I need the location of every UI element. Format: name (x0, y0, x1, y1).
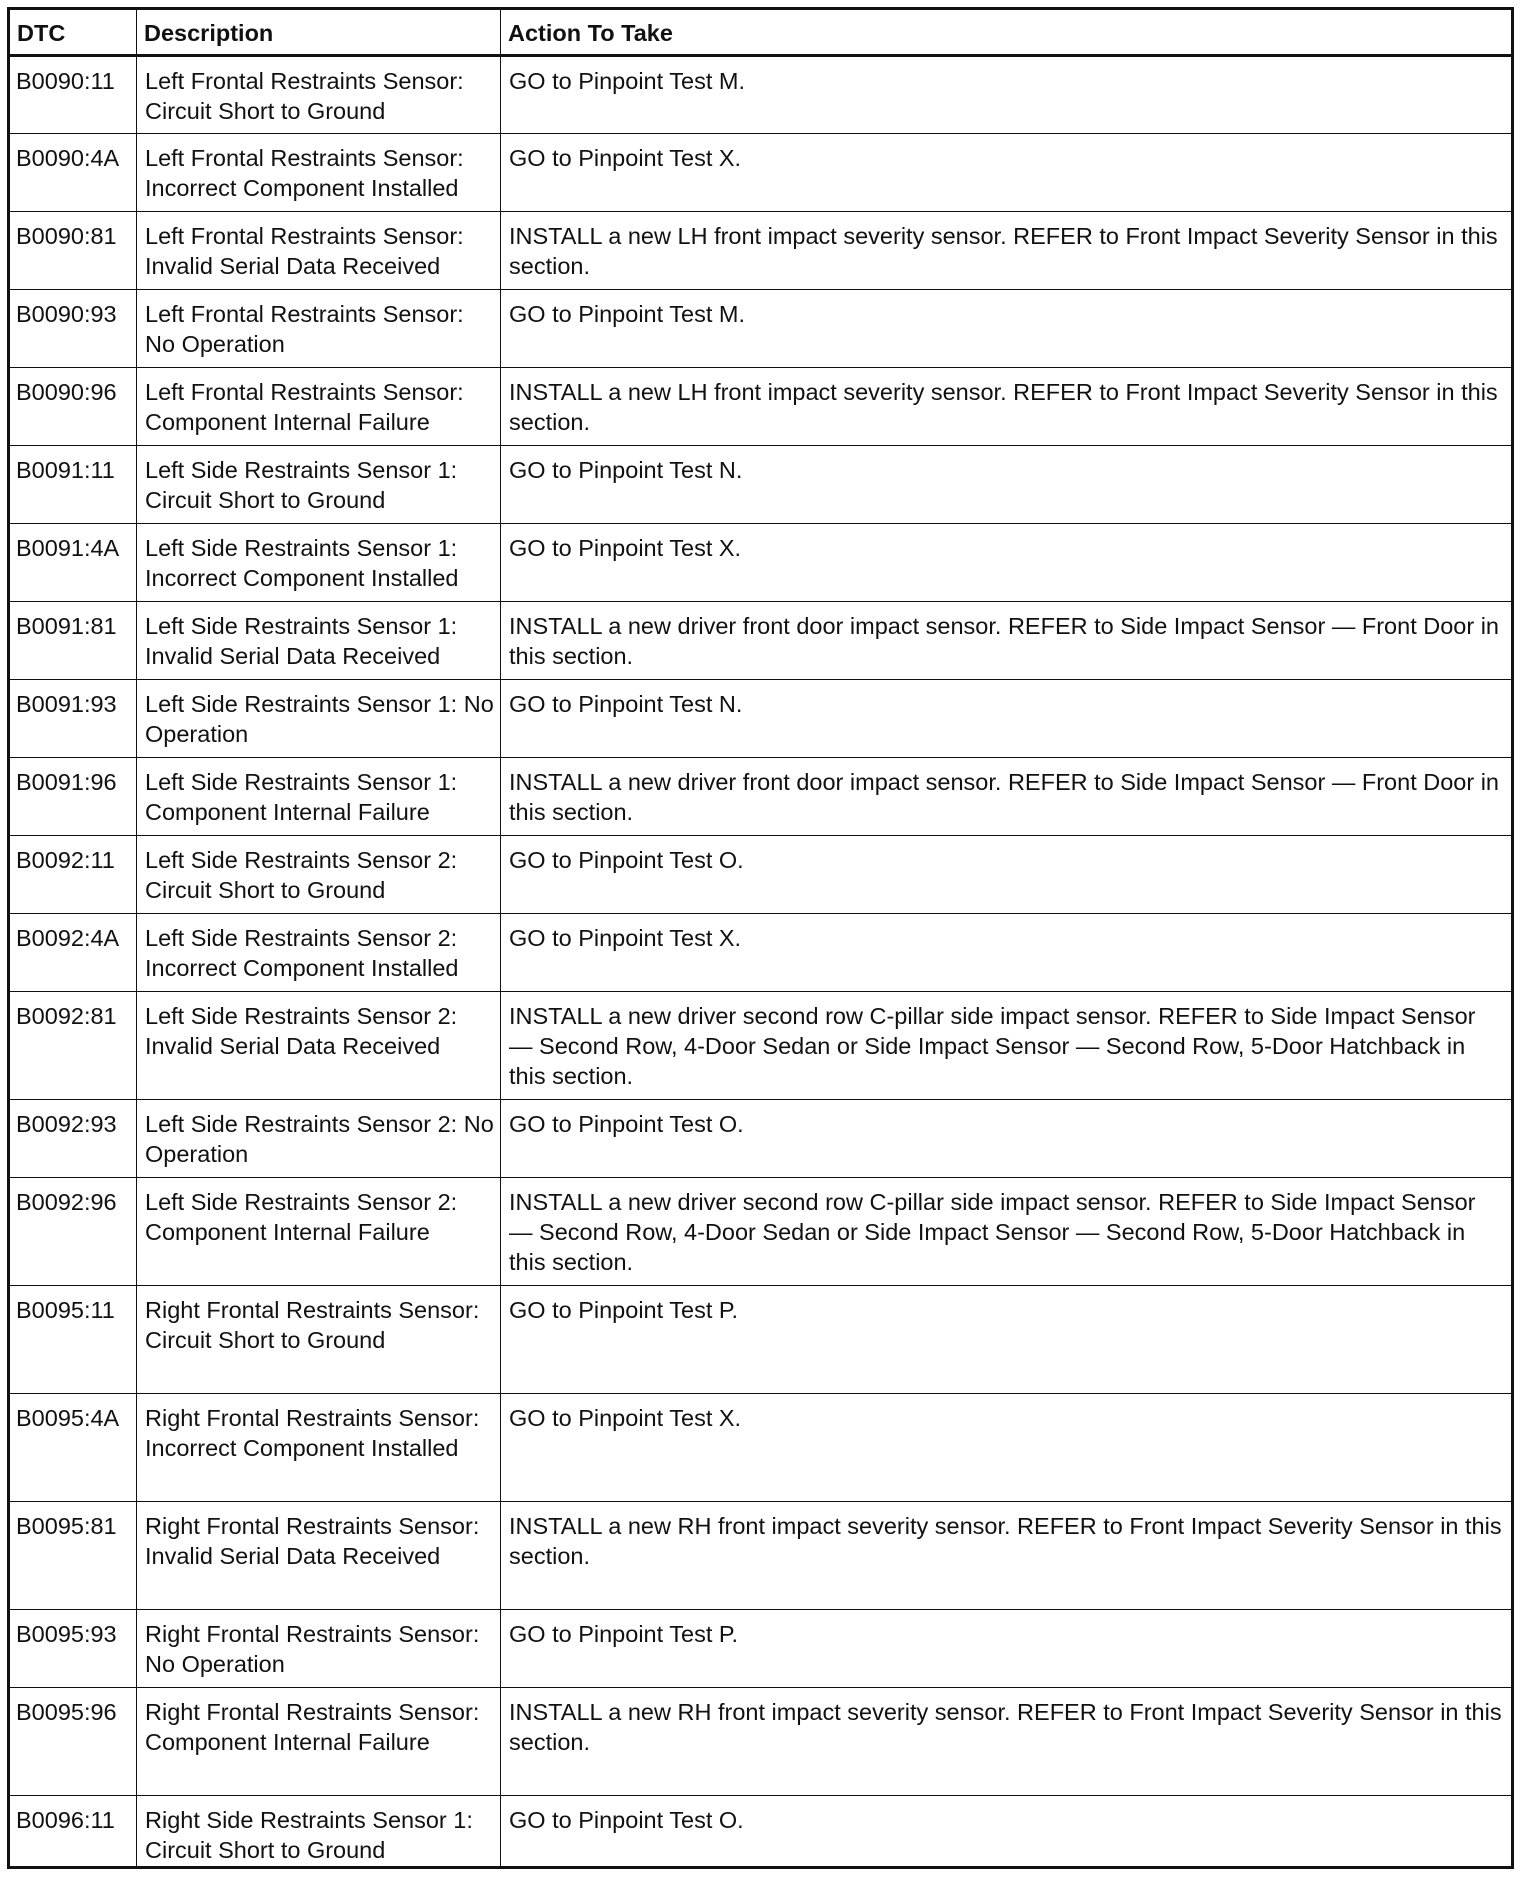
description-cell: Left Side Restraints Sensor 2: Circuit Short to Ground (137, 836, 501, 914)
action-cell: GO to Pinpoint Test P. (501, 1610, 1513, 1688)
table-row (9, 212, 1513, 290)
dtc-code-cell: B0090:93 (9, 290, 137, 368)
table-row (9, 1286, 1513, 1394)
action-cell: GO to Pinpoint Test X. (501, 524, 1513, 602)
action-cell: GO to Pinpoint Test X. (501, 1394, 1513, 1502)
action-cell: INSTALL a new RH front impact severity sensor. REFER to Front Impact Severity Sensor in this section. (501, 1688, 1513, 1796)
dtc-code-cell: B0092:93 (9, 1100, 137, 1178)
dtc-table (7, 7, 1514, 1869)
action-cell: GO to Pinpoint Test O. (501, 1796, 1513, 1868)
dtc-code-cell: B0091:93 (9, 680, 137, 758)
table-row (9, 1502, 1513, 1610)
action-cell: INSTALL a new driver second row C-pillar side impact sensor. REFER to Side Impact Sensor — Second Row, 4-Door Sedan or Side Impact Sensor — Second Row, 5-Door Hatchback in this section. (501, 992, 1513, 1100)
dtc-code-cell: B0095:93 (9, 1610, 137, 1688)
description-cell: Right Frontal Restraints Sensor: Circuit Short to Ground (137, 1286, 501, 1394)
table-row (9, 446, 1513, 524)
action-cell: INSTALL a new LH front impact severity sensor. REFER to Front Impact Severity Sensor in this section. (501, 212, 1513, 290)
description-cell: Right Frontal Restraints Sensor: Invalid Serial Data Received (137, 1502, 501, 1610)
dtc-table-container (7, 7, 1511, 1869)
dtc-code-cell: B0091:96 (9, 758, 137, 836)
table-row (9, 914, 1513, 992)
dtc-code-cell: B0090:11 (9, 56, 137, 134)
action-cell: GO to Pinpoint Test O. (501, 1100, 1513, 1178)
table-row (9, 1796, 1513, 1868)
table-row (9, 1100, 1513, 1178)
table-row (9, 368, 1513, 446)
table-row (9, 1688, 1513, 1796)
description-cell: Left Side Restraints Sensor 1: Circuit Short to Ground (137, 446, 501, 524)
description-cell: Right Side Restraints Sensor 1: Circuit Short to Ground (137, 1796, 501, 1868)
description-cell: Left Side Restraints Sensor 2: Incorrect Component Installed (137, 914, 501, 992)
header-row (9, 9, 1513, 56)
table-row (9, 680, 1513, 758)
action-cell: INSTALL a new driver front door impact sensor. REFER to Side Impact Sensor — Front Door in this section. (501, 758, 1513, 836)
action-cell: GO to Pinpoint Test P. (501, 1286, 1513, 1394)
description-cell: Left Frontal Restraints Sensor: Invalid Serial Data Received (137, 212, 501, 290)
description-cell: Right Frontal Restraints Sensor: Incorrect Component Installed (137, 1394, 501, 1502)
dtc-code-cell: B0096:11 (9, 1796, 137, 1868)
table-row (9, 56, 1513, 134)
description-cell: Left Side Restraints Sensor 2: No Operation (137, 1100, 501, 1178)
description-cell: Left Side Restraints Sensor 1: No Operation (137, 680, 501, 758)
description-cell: Left Frontal Restraints Sensor: Component Internal Failure (137, 368, 501, 446)
dtc-code-cell: B0091:81 (9, 602, 137, 680)
dtc-code-cell: B0095:4A (9, 1394, 137, 1502)
dtc-code-cell: B0091:11 (9, 446, 137, 524)
description-cell: Left Side Restraints Sensor 1: Incorrect Component Installed (137, 524, 501, 602)
action-cell: GO to Pinpoint Test M. (501, 56, 1513, 134)
dtc-code-cell: B0092:96 (9, 1178, 137, 1286)
description-cell: Left Frontal Restraints Sensor: Circuit Short to Ground (137, 56, 501, 134)
description-cell: Left Frontal Restraints Sensor: No Operation (137, 290, 501, 368)
dtc-code-cell: B0090:4A (9, 134, 137, 212)
description-cell: Left Side Restraints Sensor 2: Invalid Serial Data Received (137, 992, 501, 1100)
action-cell: GO to Pinpoint Test M. (501, 290, 1513, 368)
dtc-code-cell: B0095:81 (9, 1502, 137, 1610)
table-row (9, 602, 1513, 680)
description-cell: Right Frontal Restraints Sensor: No Operation (137, 1610, 501, 1688)
action-cell: GO to Pinpoint Test X. (501, 914, 1513, 992)
header-description: Description (137, 9, 501, 56)
description-cell: Left Side Restraints Sensor 1: Component Internal Failure (137, 758, 501, 836)
dtc-code-cell: B0095:11 (9, 1286, 137, 1394)
table-row (9, 1394, 1513, 1502)
action-cell: INSTALL a new driver second row C-pillar side impact sensor. REFER to Side Impact Sensor — Second Row, 4-Door Sedan or Side Impact Sensor — Second Row, 5-Door Hatchback in this section. (501, 1178, 1513, 1286)
table-row (9, 290, 1513, 368)
table-row (9, 758, 1513, 836)
table-row (9, 992, 1513, 1100)
table-row (9, 524, 1513, 602)
description-cell: Left Side Restraints Sensor 2: Component Internal Failure (137, 1178, 501, 1286)
table-row (9, 134, 1513, 212)
table-row (9, 1610, 1513, 1688)
dtc-code-cell: B0091:4A (9, 524, 137, 602)
dtc-code-cell: B0092:81 (9, 992, 137, 1100)
action-cell: GO to Pinpoint Test N. (501, 446, 1513, 524)
dtc-code-cell: B0095:96 (9, 1688, 137, 1796)
dtc-code-cell: B0090:96 (9, 368, 137, 446)
header-dtc: DTC (9, 9, 137, 56)
description-cell: Left Frontal Restraints Sensor: Incorrect Component Installed (137, 134, 501, 212)
action-cell: INSTALL a new driver front door impact sensor. REFER to Side Impact Sensor — Front Door in this section. (501, 602, 1513, 680)
dtc-code-cell: B0092:4A (9, 914, 137, 992)
description-cell: Right Frontal Restraints Sensor: Component Internal Failure (137, 1688, 501, 1796)
dtc-code-cell: B0092:11 (9, 836, 137, 914)
table-row (9, 836, 1513, 914)
table-row (9, 1178, 1513, 1286)
action-cell: INSTALL a new RH front impact severity sensor. REFER to Front Impact Severity Sensor in this section. (501, 1502, 1513, 1610)
dtc-code-cell: B0090:81 (9, 212, 137, 290)
description-cell: Left Side Restraints Sensor 1: Invalid Serial Data Received (137, 602, 501, 680)
action-cell: GO to Pinpoint Test N. (501, 680, 1513, 758)
action-cell: GO to Pinpoint Test O. (501, 836, 1513, 914)
action-cell: GO to Pinpoint Test X. (501, 134, 1513, 212)
action-cell: INSTALL a new LH front impact severity sensor. REFER to Front Impact Severity Sensor in this section. (501, 368, 1513, 446)
header-action: Action To Take (501, 9, 1513, 56)
